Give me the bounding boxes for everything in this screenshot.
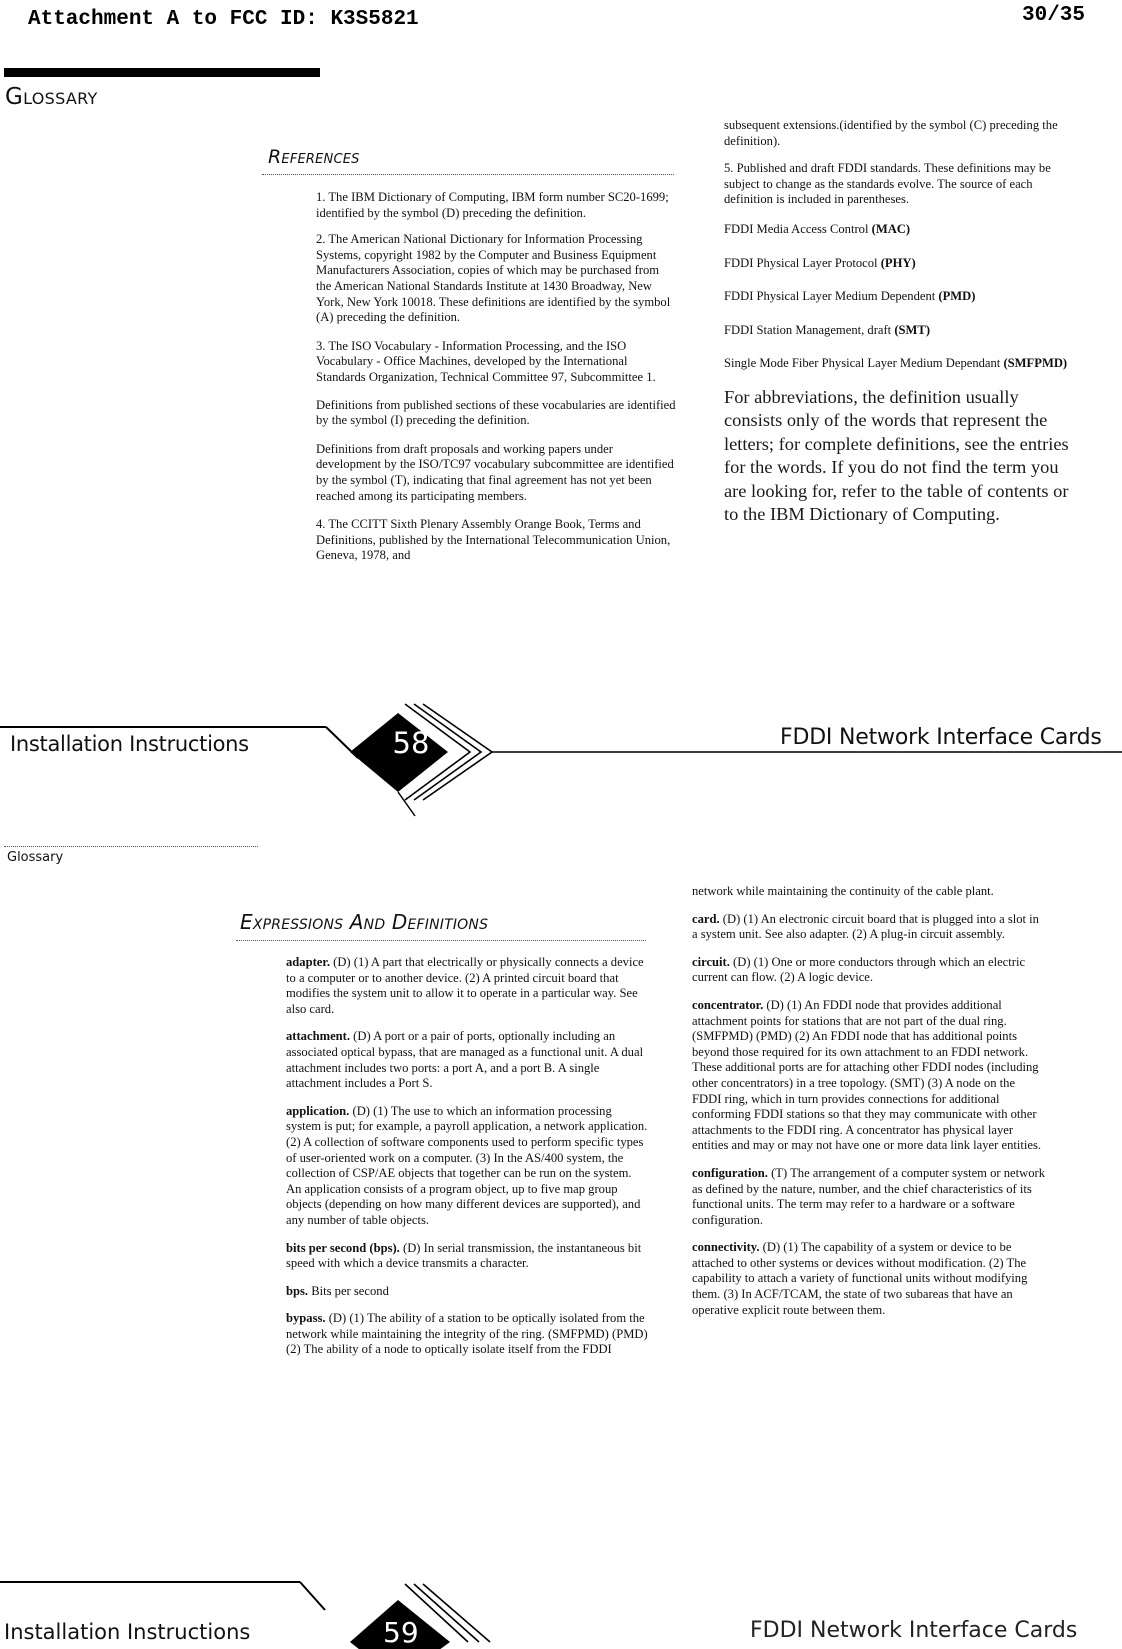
standard-item: FDDI Physical Layer Medium Dependent (PMD) <box>724 289 976 304</box>
abbreviation-note: For abbreviations, the definition usually consists only of the words that represent the letters; for complete definitions, see the entries for the words. If you do not find the term you are looking for, refer to the table of contents or to the IBM Dictionary of Computing. <box>724 386 1069 525</box>
glossary-rule <box>4 846 258 847</box>
footer-left-title: Installation Instructions <box>4 1620 251 1644</box>
references-heading: References <box>268 146 360 168</box>
footer-right-title: FDDI Network Interface Cards <box>750 1618 1078 1643</box>
definition-entry: circuit. (D) (1) One or more conductors through which an electric current can flow. (2) A logic device. <box>692 954 1026 985</box>
heading-underline <box>236 940 646 941</box>
footer-right-title: FDDI Network Interface Cards <box>780 725 1102 750</box>
definitions-heading: Expressions And Definitions <box>240 910 489 934</box>
footer-left-title: Installation Instructions <box>10 732 249 756</box>
standard-item: FDDI Physical Layer Protocol (PHY) <box>724 255 916 270</box>
definition-entry: bits per second (bps). (D) In serial transmission, the instantaneous bit speed with which a device transmits a character. <box>286 1240 642 1271</box>
reference-paragraph: 2. The American National Dictionary for Information Processing Systems, copyright 1982 by the Computer and Business Equipment Manufacturers Association, copies of which may be purchased from the American National Standards Institute at 1430 Broadway, New York, New York 10018. These definitions are identified by the symbol (A) preceding the definition. <box>316 232 671 325</box>
definition-entry: bypass. (D) (1) The ability of a station to be optically isolated from the network while maintaining the integrity of the ring. (SMFPMD) (PMD) (2) The ability of a node to optically isolate itself from the FDDI <box>286 1311 648 1357</box>
reference-paragraph: 5. Published and draft FDDI standards. These definitions may be subject to change as the standards evolve. The source of each definition is included in parentheses. <box>724 161 1051 207</box>
page-footer <box>0 1580 1122 1649</box>
definition-entry: attachment. (D) A port or a pair of ports, optionally including an associated optical bypass, that are managed as a functional unit. A dual attachment includes two ports: a port A, and a port B. A single attachment includes a Port S. <box>286 1029 644 1091</box>
reference-paragraph: 3. The ISO Vocabulary - Information Processing, and the ISO Vocabulary - Office Machines, developed by the International Standards Organization, Technical Committee 97, Subcommittee 1. <box>316 338 656 384</box>
page-footer: Installation Instructions 58 FDDI Network Interface Cards <box>0 718 1122 828</box>
section-title: Glossary <box>5 84 98 110</box>
reference-paragraph: subsequent extensions.(identified by the symbol (C) preceding the definition). <box>724 118 1058 148</box>
definition-entry: card. (D) (1) An electronic circuit board that is plugged into a slot in a system unit. See also adapter. (2) A plug-in circuit assembly. <box>692 911 1039 942</box>
reference-paragraph: Definitions from draft proposals and working papers under development by the ISO/TC97 vocabulary subcommittee are identified by the symbol (T), indicating that final agreement has not yet been reached among its participating members. <box>316 441 674 503</box>
references-left-column <box>316 190 676 575</box>
reference-paragraph: 1. The IBM Dictionary of Computing, IBM form number SC20-1699; identified by the symbol (D) preceding the definition. <box>316 190 669 220</box>
definitions-left-column <box>286 955 648 1369</box>
definition-entry: concentrator. (D) (1) An FDDI node that provides additional attachment points for stations that are not part of the dual ring. (SMFPMD) (PMD) (2) An FDDI node that has additional points beyond those required for its own attachment to an FDDI network. These additional ports are for attaching other FDDI nodes (including other concentrators) in a tree topology. (SMT) (3) A node on the FDDI ring, which in turn provides connections for additional conforming FDDI stations so that they may communicate with other attachments to the FDDI ring. A concentrator has physical layer entities and may or may not have one or more data link layer entities. <box>692 997 1042 1153</box>
definition-entry: bps. Bits per second <box>286 1283 389 1298</box>
section-label: Glossary <box>7 850 64 865</box>
definition-entry: connectivity. (D) (1) The capability of a system or device to be attached to other systems or devices without modification. (2) The capability to attach a variety of functional units without modifying them. (3) In ACF/TCAM, the state of two subareas that have an operative explicit route between them. <box>692 1240 1028 1317</box>
standard-item: FDDI Media Access Control (MAC) <box>724 221 911 236</box>
definition-entry: adapter. (D) (1) A part that electrically or physically connects a device to a computer or to another device. (2) A printed circuit board that modifies the system unit to allow it to operate in a particular way. See also card. <box>286 955 644 1016</box>
standard-item: Single Mode Fiber Physical Layer Medium Dependant (SMFPMD) <box>724 356 1068 371</box>
definitions-right-column <box>692 884 1046 1329</box>
definition-entry: application. (D) (1) The use to which an information processing system is put; for example, a payroll application, a network application. (2) A collection of software components used to perform specific types of user-oriented work on a computer. (3) In the AS/400 system, the collection of CSP/AE objects that together can be run on the system. An application consists of a program object, up to five map group objects (depending on how many different devices are supported), and any number of table objects. <box>286 1103 648 1227</box>
reference-paragraph: Definitions from published sections of these vocabularies are identified by the symbol (I) preceding the definition. <box>316 397 676 428</box>
fax-page-count: 30/35 <box>1022 4 1086 27</box>
section-rule <box>4 68 320 77</box>
standard-item: FDDI Station Management, draft (SMT) <box>724 322 931 337</box>
reference-paragraph: 4. The CCITT Sixth Plenary Assembly Orange Book, Terms and Definitions, published by the International Telecommunication Union, Geneva, 1978, and <box>316 517 671 563</box>
references-right-column <box>724 118 1070 527</box>
fax-header-title: Attachment A to FCC ID: K3S5821 <box>28 8 419 31</box>
page-number: 59 <box>383 1616 419 1649</box>
definition-entry: configuration. (T) The arrangement of a computer system or network as defined by the nature, number, and the chief characteristics of its functional units. The term may refer to a hardware or a software configuration. <box>692 1165 1046 1227</box>
heading-underline <box>262 174 674 175</box>
definition-entry: network while maintaining the continuity of the cable plant. <box>692 884 994 898</box>
